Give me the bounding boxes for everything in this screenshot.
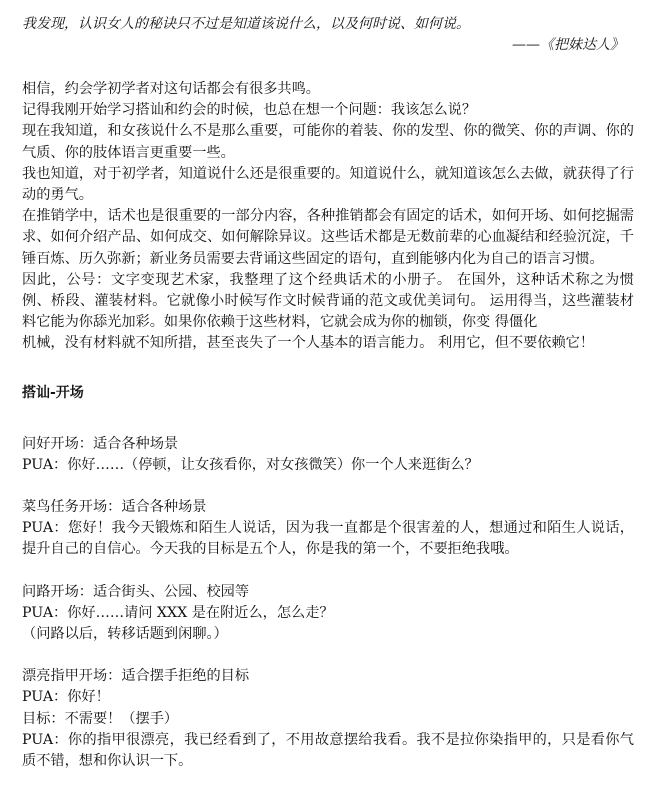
- script-line: PUA：你好……请问 XXX 是在附近么，怎么走？: [22, 604, 334, 621]
- script-line: （问路以后，转移话题到闲聊。）: [22, 626, 228, 643]
- script-line: PUA：你的指甲很漂亮，我已经看到了，不用故意摆给我看。我不是拉你染指甲的，只是看你气质不错，想和你认识一下。: [22, 731, 634, 770]
- intro-section: [22, 79, 634, 355]
- script-block: [22, 666, 634, 772]
- epigraph-source: ——《把妹达人》: [512, 37, 624, 53]
- script-block: [22, 582, 634, 646]
- intro-paragraph: 我也知道，对于初学者，知道说什么还是很重要的。知道说什么，就知道该怎么去做，就获得了行动的勇气。: [22, 165, 634, 204]
- script-heading: 问好开场：适合各种场景: [22, 435, 179, 452]
- intro-paragraph: 记得我刚开始学习搭讪和约会的时候，也总在想一个问题：我该怎么说？: [22, 102, 477, 119]
- script-heading: 漂亮指甲开场：适合摆手拒绝的目标: [22, 668, 250, 685]
- opener-scripts: [22, 434, 634, 773]
- script-line: PUA：你好……（停顿，让女孩看你，对女孩微笑）你一个人来逛街么？: [22, 456, 479, 473]
- intro-paragraph: 相信，约会学初学者对这句话都会有很多共鸣。: [22, 81, 320, 97]
- script-line: PUA：你好！: [22, 689, 110, 706]
- intro-paragraph: 在推销学中，话术也是很重要的一部分内容，各种推销都会有固定的话术，如何开场、如何挖掘需求、如何介绍产品、如何成交、如何解除异议。这些话术都是无数前辈的心血凝结和经验沉淀，千锤百炼、历久弥新；新业务员需要去背诵这些固定的语句，直到能够内化为自己的语言习惯。: [22, 208, 634, 267]
- script-block: [22, 497, 634, 561]
- script-heading: 问路开场：适合街头、公园、校园等: [22, 583, 250, 600]
- script-heading: 菜鸟任务开场：适合各种场景: [22, 499, 207, 516]
- script-line: PUA：您好！我今天锻炼和陌生人说话，因为我一直都是个很害羞的人，想通过和陌生人说话，提升自己的自信心。今天我的目标是五个人，你是我的第一个，不要拒绝我哦。: [22, 520, 634, 558]
- document-page: [22, 14, 634, 793]
- script-block: [22, 434, 634, 476]
- section-heading: 搭讪-开场: [22, 384, 84, 401]
- epigraph: [22, 14, 634, 56]
- intro-paragraph: 现在我知道，和女孩说什么不是那么重要，可能你的着装、你的发型、你的微笑、你的声调、你的气质、你的肢体语言更重要一些。: [22, 123, 634, 161]
- script-line: 目标：不需要！（摆手）: [22, 710, 179, 727]
- epigraph-quote: 我发现，认识女人的秘诀只不过是知道该说什么，以及何时说、如何说。: [22, 16, 470, 32]
- intro-paragraph: 机械，没有材料就不知所措，甚至丧失了一个人基本的语言能力。 利用它，但不要依赖它！: [22, 335, 595, 352]
- intro-paragraph: 因此，公号：文字变现艺术家，我整理了这个经典话术的小册子。 在国外，这种话术称之为惯例、桥段、灌装材料。它就像小时候写作文时候背诵的范文或优美词句。 运用得当，这些灌装材料它能为你舔光加彩。如果你依赖于这些材料，它就会成为你的枷锁，你变 得僵化: [22, 271, 634, 331]
